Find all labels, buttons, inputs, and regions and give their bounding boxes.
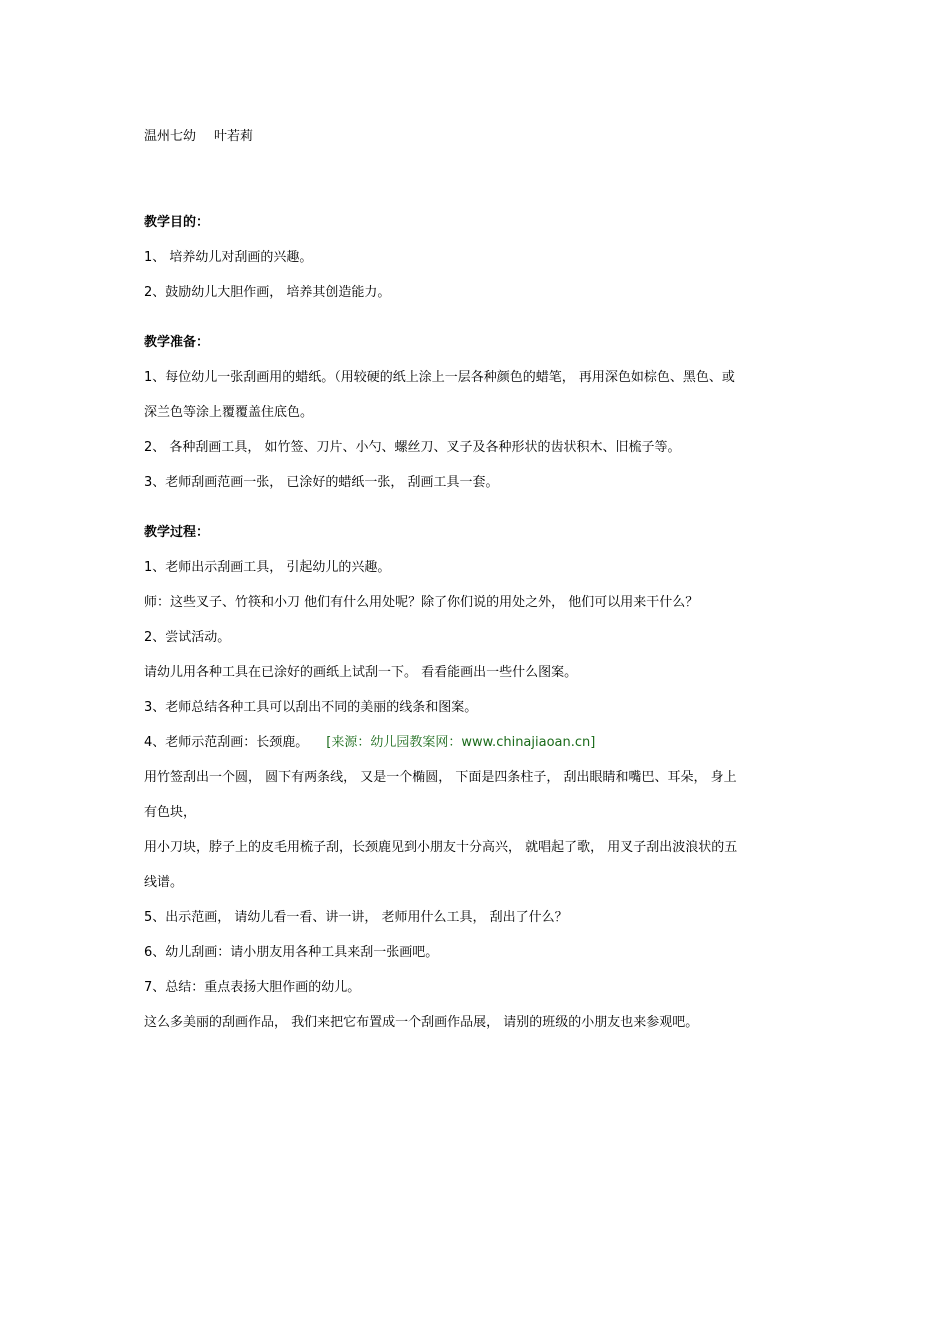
goal-item-2: 2、鼓励幼儿大胆作画， 培养其创造能力。: [144, 285, 391, 300]
prep-item-1: 1、每位幼儿一张刮画用的蜡纸。（用较硬的纸上涂上一层各种颜色的蜡笔， 再用深色如棕色、黑色、或: [144, 370, 735, 385]
prep-item-2: 2、 各种刮画工具， 如竹签、刀片、小勺、螺丝刀、叉子及各种形状的齿状积木、旧梳子等。: [144, 440, 681, 455]
process-step-4-detail-b2: 线谱。: [144, 875, 184, 890]
process-step-1-detail: 师：这些叉子、竹筷和小刀 他们有什么用处呢？除了你们说的用处之外， 他们可以用来干什么？: [144, 595, 699, 610]
prep-section: [144, 325, 814, 500]
author-name: 叶若莉: [214, 129, 254, 144]
process-closing: 这么多美丽的刮画作品， 我们来把它布置成一个刮画作品展， 请别的班级的小朋友也来参观吧。: [144, 1015, 699, 1030]
process-step-4: 4、老师示范刮画：长颈鹿。: [144, 735, 309, 750]
process-step-4-detail-a1: 用竹签刮出一个圆， 圆下有两条线， 又是一个椭圆， 下面是四条柱子， 刮出眼睛和嘴巴、耳朵， 身上: [144, 770, 737, 785]
process-step-7: 7、总结：重点表扬大胆作画的幼儿。: [144, 980, 361, 995]
goals-section: [144, 205, 814, 310]
document-page: [144, 124, 814, 1040]
process-step-2-detail: 请幼儿用各种工具在已涂好的画纸上试刮一下。 看看能画出一些什么图案。: [144, 665, 578, 680]
prep-item-1-cont: 深兰色等涂上覆覆盖住底色。: [144, 405, 314, 420]
goals-heading: 教学目的：: [144, 215, 210, 230]
author-line: [144, 124, 814, 150]
prep-heading: 教学准备：: [144, 335, 210, 350]
process-step-6: 6、幼儿刮画：请小朋友用各种工具来刮一张画吧。: [144, 945, 439, 960]
process-step-4-detail-a2: 有色块，: [144, 805, 197, 820]
process-step-2: 2、尝试活动。: [144, 630, 231, 645]
author-school: 温州七幼: [144, 129, 197, 144]
process-step-3: 3、老师总结各种工具可以刮出不同的美丽的线条和图案。: [144, 700, 478, 715]
goal-item-1: 1、 培养幼儿对刮画的兴趣。: [144, 250, 313, 265]
process-step-4-detail-b1: 用小刀块，脖子上的皮毛用梳子刮，长颈鹿见到小朋友十分高兴， 就唱起了歌， 用叉子刮出波浪状的五: [144, 840, 738, 855]
source-link[interactable]: [来源：幼儿园教案网：www.chinajiaoan.cn]: [326, 735, 596, 750]
process-step-1: 1、老师出示刮画工具， 引起幼儿的兴趣。: [144, 560, 391, 575]
prep-item-3: 3、老师刮画范画一张， 已涂好的蜡纸一张， 刮画工具一套。: [144, 475, 499, 490]
process-section: [144, 515, 814, 1040]
process-step-5: 5、出示范画， 请幼儿看一看、讲一讲， 老师用什么工具， 刮出了什么？: [144, 910, 568, 925]
process-heading: 教学过程：: [144, 525, 210, 540]
process-step-4-line: [144, 725, 814, 760]
